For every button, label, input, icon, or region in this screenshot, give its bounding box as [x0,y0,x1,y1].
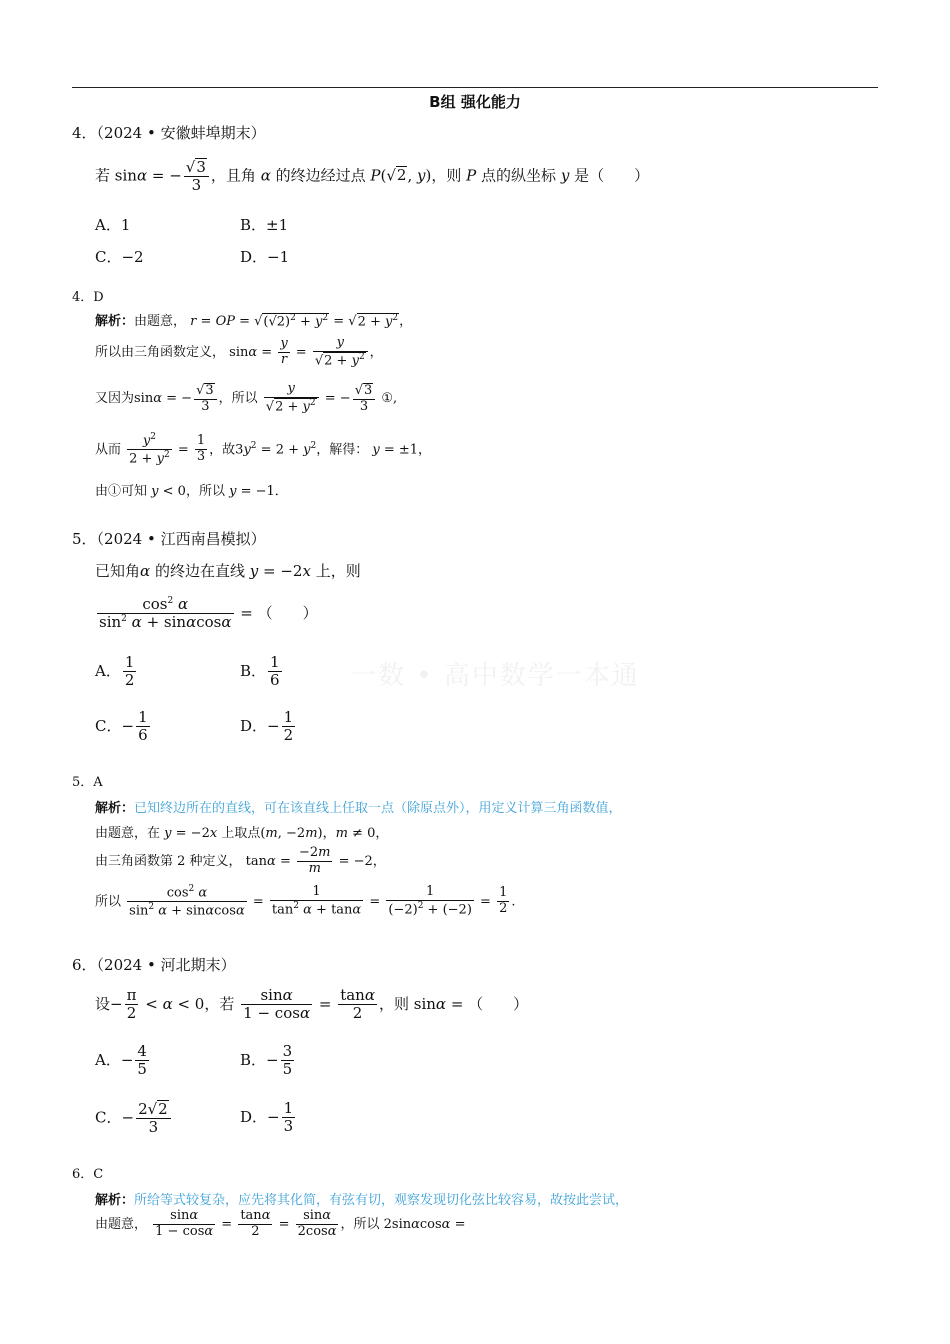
q4-stem: 若 sinα = − $\frac{√3}{3}$ ，且角 α 的终边经过点 P(√2, y)，则 P 点的纵坐标 y 是（ ） [95,158,650,195]
q4-answer: 4．D [72,290,104,305]
q5-solution-note: 解析：已知终边所在的直线，可在该直线上任取一点（除原点外），用定义计算三角函数值， [95,801,622,816]
q4-solution-line5: 由①可知 y < 0，所以 y = −1． [95,484,288,499]
q4-option-b: B．±1 [240,216,289,234]
q5-option-c: C．− $\frac{1}{6}$ [95,708,148,745]
q6-option-b: B．− $\frac{3}{5}$ [240,1042,293,1079]
section-heading: B组 强化能力 [429,93,521,111]
q4-solution-line2: 所以由三角函数定义， sinα = $\frac{y}{r}$ = $\frac{y}{√2 + y^2}$ ， [95,335,383,369]
q4-solution-line4: 从而 $\frac{y^2}{2 + y^2}$ = $\frac{1}{3}$ ，故$3y^2 = 2 + y^2$，解得： y = ±1， [95,432,432,467]
q6-answer: 6．C [72,1167,104,1182]
q4-option-d: D．−1 [240,248,290,266]
q5-solution-line1: 由题意，在 y = −2x 上取点(m, −2m)，m ≠ 0， [95,826,389,841]
q6-header: 6．（2024 • 河北期末） [72,956,236,974]
q5-stem: 已知角α 的终边在直线 y = −2x 上，则 [95,562,361,580]
q5-header: 5．（2024 • 江西南昌模拟） [72,530,266,548]
top-rule [72,87,878,88]
q4-option-c: C．−2 [95,248,144,266]
q5-expression: $\frac{\cos^2 \alpha}{\sin^2 \alpha + \sin\alpha\cos\alpha}$ = （ ） [99,595,318,632]
q5-answer: 5．A [72,775,103,790]
watermark: 一数 • 高中数学一本通 [350,661,640,691]
q5-solution-line3: 所以 $\frac{\cos^2 \alpha}{\sin^2 \alpha + \sin\alpha\cos\alpha}$ = $\frac{1}{\tan^2 \alpha + \tan\alpha}$ = $\frac{1}{(-2)^2 + (-2)}$ = $\frac{1}{2}$ . [95,884,516,919]
q4-option-a: A．1 [95,216,131,234]
q6-solution-note: 解析：所给等式较复杂，应先将其化简，有弦有切，观察发现切化弦比较容易，故按此尝试， [95,1193,629,1208]
q6-solution-line1: 由题意， $\frac{\sin\alpha}{1 - \cos\alpha}$ = $\frac{\tan\alpha}{2}$ = $\frac{\sin\alpha}{2\cos\alpha}$ ，所以 2sinαcosα = [95,1208,466,1239]
q4-solution-line3: 又因为sinα = − $\frac{√3}{3}$ ，所以 $\frac{y}{√2 + y^2}$ = − $\frac{√3}{3}$ ①, [95,381,398,415]
q6-option-c: C．− $\frac{2√2}{3}$ [95,1100,173,1137]
q4-solution-line1: 解析：由题意， r = OP = $√(√2)^2 + y^2 = √2 + y^2$， [95,312,413,329]
q6-option-a: A．− $\frac{4}{5}$ [95,1042,147,1079]
q5-option-b: B． $\frac{1}{6}$ [240,653,280,690]
q6-stem: 设− $\frac{\pi}{2}$ < α < 0，若 $\frac{\sin\alpha}{1 - \cos\alpha}$ = $\frac{\tan\alpha}{2}$ ，则 sinα = （ ） [95,986,529,1023]
q5-solution-line2: 由三角函数第 2 种定义， tanα = $\frac{-2m}{m}$ = −2， [95,845,386,876]
q5-option-a: A． $\frac{1}{2}$ [95,653,135,690]
q4-header: 4．（2024 • 安徽蚌埠期末） [72,124,266,142]
q6-option-d: D．− $\frac{1}{3}$ [240,1099,294,1136]
q5-option-d: D．− $\frac{1}{2}$ [240,708,294,745]
